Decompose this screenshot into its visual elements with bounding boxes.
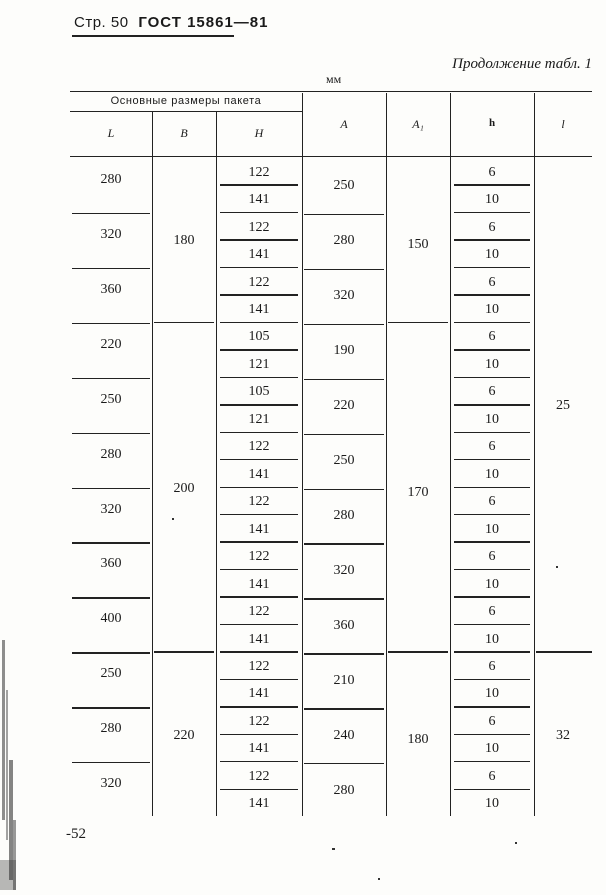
sub-row-rule	[220, 212, 298, 213]
cell-a: 280	[333, 507, 355, 523]
sub-row-rule	[220, 322, 298, 323]
cell-a: 320	[333, 562, 355, 578]
column-header-l: L	[107, 126, 115, 140]
sub-row-rule	[454, 349, 530, 350]
sub-row-rule	[220, 624, 298, 625]
cell-h-height: 141	[248, 796, 270, 812]
block-rule	[536, 651, 592, 652]
cell-h-height: 105	[248, 384, 270, 400]
cell-h-height: 121	[248, 356, 270, 372]
sub-row-rule	[454, 541, 530, 542]
cell-h-height: 141	[248, 302, 270, 318]
group-rule	[304, 324, 384, 325]
sub-row-rule	[220, 706, 298, 707]
cell-h-thickness: 6	[488, 494, 496, 510]
column-rule	[302, 157, 303, 816]
cell-h-thickness: 10	[485, 521, 499, 537]
cell-h-height: 122	[248, 274, 270, 290]
sub-row-rule	[454, 679, 530, 680]
sub-row-rule	[454, 734, 530, 735]
cell-h-height: 141	[248, 741, 270, 757]
sub-row-rule	[220, 541, 298, 542]
cell-a: 280	[333, 233, 355, 249]
cell-l-length: 360	[100, 281, 122, 297]
cell-h-height: 122	[248, 549, 270, 565]
cell-a: 220	[333, 398, 355, 414]
cell-l-length: 250	[100, 391, 122, 407]
cell-a1: 170	[407, 484, 429, 500]
cell-l-length: 400	[100, 611, 122, 627]
cell-h-thickness: 10	[485, 631, 499, 647]
group-rule	[72, 707, 150, 708]
cell-a: 250	[333, 178, 355, 194]
sub-row-rule	[454, 212, 530, 213]
sub-row-rule	[454, 404, 530, 405]
group-rule	[72, 597, 150, 598]
cell-h-thickness: 10	[485, 411, 499, 427]
sub-row-rule	[220, 294, 298, 295]
cell-a: 320	[333, 288, 355, 304]
group-rule	[304, 653, 384, 654]
group-rule	[72, 378, 150, 379]
sub-row-rule	[220, 679, 298, 680]
cell-h-thickness: 6	[488, 164, 496, 180]
sub-row-rule	[220, 404, 298, 405]
group-rule	[72, 323, 150, 324]
cell-h-thickness: 6	[488, 549, 496, 565]
group-rule	[72, 652, 150, 653]
cell-a: 210	[333, 672, 355, 688]
cell-l-span: 25	[556, 398, 570, 414]
cell-h-height: 122	[248, 439, 270, 455]
cell-h-thickness: 10	[485, 686, 499, 702]
cell-a: 360	[333, 617, 355, 633]
cell-l-length: 320	[100, 226, 122, 242]
block-rule	[154, 322, 214, 323]
cell-l-length: 280	[100, 721, 122, 737]
cell-h-thickness: 6	[488, 439, 496, 455]
cell-h-height: 141	[248, 247, 270, 263]
cell-h-thickness: 6	[488, 768, 496, 784]
group-rule	[72, 213, 150, 214]
group-rule	[72, 268, 150, 269]
column-header-a: A	[340, 117, 348, 131]
sub-row-rule	[454, 706, 530, 707]
cell-h-thickness: 10	[485, 356, 499, 372]
sub-row-rule	[220, 184, 298, 185]
cell-h-height: 122	[248, 768, 270, 784]
cell-h-height: 141	[248, 466, 270, 482]
group-rule	[304, 598, 384, 599]
column-header-a1: A₁	[412, 117, 424, 131]
sub-row-rule	[220, 239, 298, 240]
cell-h-thickness: 10	[485, 796, 499, 812]
sub-row-rule	[454, 487, 530, 488]
cell-h-height: 141	[248, 192, 270, 208]
cell-h-height: 122	[248, 164, 270, 180]
standard-number: ГОСТ 15861—81	[138, 14, 269, 31]
column-rule	[534, 157, 535, 816]
sub-row-rule	[454, 377, 530, 378]
cell-a1: 150	[407, 237, 429, 253]
page-number: Стр. 50	[74, 14, 129, 31]
header-bottom-rule	[70, 156, 592, 157]
cell-a: 250	[333, 453, 355, 469]
group-rule	[304, 489, 384, 490]
block-rule	[388, 322, 448, 323]
group-rule	[72, 433, 150, 434]
cell-h-thickness: 6	[488, 713, 496, 729]
cell-b-width: 180	[173, 233, 195, 249]
group-rule	[72, 488, 150, 489]
group-rule	[304, 214, 384, 215]
group-rule	[304, 379, 384, 380]
sub-row-rule	[220, 432, 298, 433]
cell-l-length: 280	[100, 172, 122, 188]
sub-row-rule	[220, 761, 298, 762]
sub-row-rule	[454, 459, 530, 460]
group-header-rule	[70, 111, 302, 112]
cell-a1: 180	[407, 731, 429, 747]
cell-h-thickness: 10	[485, 192, 499, 208]
group-rule	[304, 269, 384, 270]
sub-row-rule	[220, 651, 298, 652]
cell-a: 190	[333, 343, 355, 359]
cell-a: 280	[333, 782, 355, 798]
sub-row-rule	[454, 294, 530, 295]
cell-h-height: 122	[248, 494, 270, 510]
cell-h-height: 122	[248, 219, 270, 235]
sub-row-rule	[220, 569, 298, 570]
cell-h-thickness: 10	[485, 302, 499, 318]
cell-h-height: 141	[248, 631, 270, 647]
sub-row-rule	[220, 487, 298, 488]
cell-l-length: 320	[100, 776, 122, 792]
cell-h-thickness: 10	[485, 466, 499, 482]
sub-row-rule	[220, 514, 298, 515]
sub-row-rule	[454, 761, 530, 762]
cell-h-thickness: 6	[488, 219, 496, 235]
unit-label: мм	[326, 72, 342, 86]
sub-row-rule	[454, 239, 530, 240]
sub-row-rule	[220, 734, 298, 735]
cell-l-length: 280	[100, 446, 122, 462]
cell-h-thickness: 10	[485, 741, 499, 757]
header-top-rule	[70, 91, 592, 92]
sub-row-rule	[220, 459, 298, 460]
cell-l-length: 320	[100, 501, 122, 517]
cell-l-length: 250	[100, 666, 122, 682]
column-header-h: h	[488, 117, 496, 129]
group-rule	[72, 542, 150, 543]
cell-h-height: 141	[248, 686, 270, 702]
cell-l-length: 360	[100, 556, 122, 572]
sub-row-rule	[220, 789, 298, 790]
sub-row-rule	[454, 184, 530, 185]
cell-b-width: 220	[173, 727, 195, 743]
sub-row-rule	[454, 322, 530, 323]
cell-h-height: 121	[248, 411, 270, 427]
cell-h-thickness: 10	[485, 247, 499, 263]
group-rule	[72, 762, 150, 763]
group-rule	[304, 434, 384, 435]
group-rule	[304, 708, 384, 709]
cell-h-thickness: 6	[488, 658, 496, 674]
cell-h-height: 105	[248, 329, 270, 345]
sub-row-rule	[454, 267, 530, 268]
cell-h-thickness: 6	[488, 604, 496, 620]
package-dimensions-group-header: Основные размеры пакета	[110, 95, 262, 107]
sub-row-rule	[220, 596, 298, 597]
block-rule	[388, 651, 448, 652]
group-rule	[304, 763, 384, 764]
cell-h-height: 141	[248, 576, 270, 592]
cell-h-thickness: 10	[485, 576, 499, 592]
sub-row-rule	[454, 651, 530, 652]
sub-row-rule	[454, 432, 530, 433]
cell-h-height: 122	[248, 658, 270, 674]
cell-h-height: 122	[248, 604, 270, 620]
column-header-h: H	[254, 126, 264, 140]
block-rule	[154, 651, 214, 652]
sub-row-rule	[454, 789, 530, 790]
cell-h-thickness: 6	[488, 274, 496, 290]
column-header-b: B	[180, 126, 188, 140]
cell-a: 240	[333, 727, 355, 743]
cell-h-thickness: 6	[488, 329, 496, 345]
cell-l-span: 32	[556, 727, 570, 743]
cell-b-width: 200	[173, 480, 195, 496]
sub-row-rule	[454, 514, 530, 515]
footer-page-number: -52	[66, 826, 86, 842]
sub-row-rule	[454, 569, 530, 570]
sub-row-rule	[454, 596, 530, 597]
continuation-label: Продолжение табл. 1	[452, 56, 592, 72]
cell-l-length: 220	[100, 336, 122, 352]
sub-row-rule	[454, 624, 530, 625]
cell-h-height: 141	[248, 521, 270, 537]
column-header-l: l	[561, 117, 565, 131]
sub-row-rule	[220, 377, 298, 378]
cell-h-height: 122	[248, 713, 270, 729]
header-rule	[72, 35, 234, 37]
cell-h-thickness: 6	[488, 384, 496, 400]
group-rule	[304, 543, 384, 544]
sub-row-rule	[220, 267, 298, 268]
sub-row-rule	[220, 349, 298, 350]
